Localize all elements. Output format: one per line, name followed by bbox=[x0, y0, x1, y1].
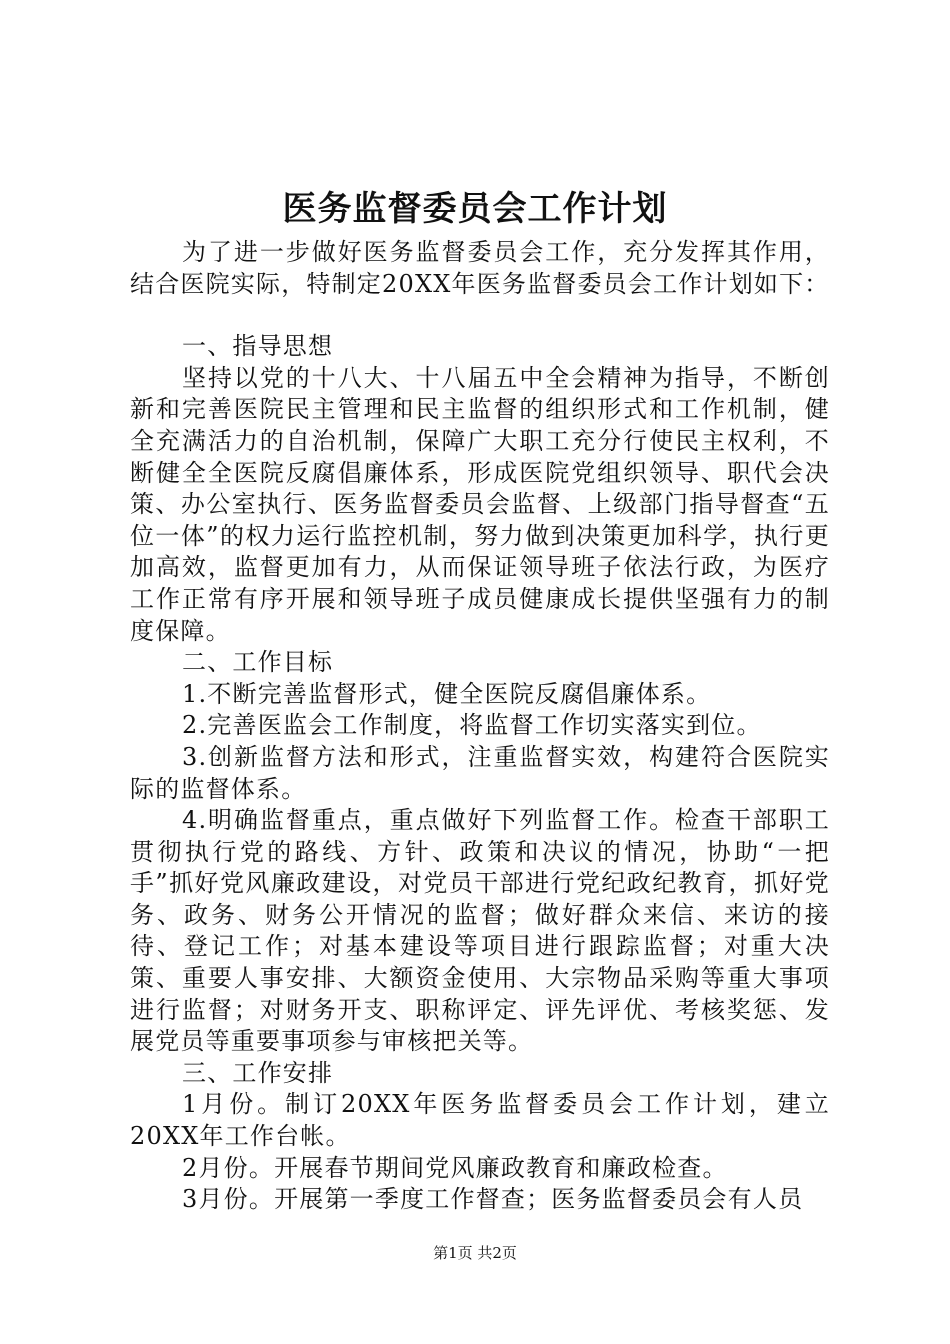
intro-paragraph: 为了进一步做好医务监督委员会工作，充分发挥其作用，结合医院实际，特制定20XX年医务监督委员会工作计划如下： bbox=[130, 238, 830, 298]
page-footer: 第1页 共2页 bbox=[433, 1244, 517, 1262]
arrangement-march: 3月份。开展第一季度工作督查；医务监督委员会有人员 bbox=[182, 1185, 804, 1214]
document-title: 医务监督委员会工作计划 bbox=[282, 189, 668, 229]
goal-item-2: 2.完善医监会工作制度，将监督工作切实落实到位。 bbox=[182, 711, 762, 740]
section-heading-work-arrangement: 三、工作安排 bbox=[182, 1058, 334, 1087]
document-body bbox=[130, 237, 830, 1216]
arrangement-january: 1月份。制订20XX年医务监督委员会工作计划，建立20XX年工作台帐。 bbox=[130, 1090, 830, 1151]
arrangement-february: 2月份。开展春节期间党风廉政教育和廉政检查。 bbox=[182, 1153, 728, 1182]
goal-item-4: 4.明确监督重点，重点做好下列监督工作。检查干部职工贯彻执行党的路线、方针、政策和决议的情况，协助“一把手”抓好党风廉政建设，对党员干部进行党纪政纪教育，抓好党务、政务、财务公开情况的监督；做好群众来信、来访的接待、登记工作；对基本建设等项目进行跟踪监督；对重大决策、重要人事安排、大额资金使用、大宗物品采购等重大事项进行监督；对财务开支、职称评定、评先评优、考核奖惩、发展党员等重要事项参与审核把关等。 bbox=[130, 806, 830, 1056]
section-heading-work-goals: 二、工作目标 bbox=[182, 648, 334, 677]
goal-item-1: 1.不断完善监督形式，健全医院反腐倡廉体系。 bbox=[182, 679, 712, 708]
guiding-thought-paragraph: 坚持以党的十八大、十八届五中全会精神为指导，不断创新和完善医院民主管理和民主监督的组织形式和工作机制，健全充满活力的自治机制，保障广大职工充分行使民主权利，不断健全全医院反腐倡廉体系，形成医院党组织领导、职代会决策、办公室执行、医务监督委员会监督、上级部门指导督查“五位一体”的权力运行监控机制，努力做到决策更加科学，执行更加高效，监督更加有力，从而保证领导班子依法行政，为医疗工作正常有序开展和领导班子成员健康成长提供坚强有力的制度保障。 bbox=[130, 363, 830, 645]
section-heading-guiding-thought: 一、指导思想 bbox=[182, 332, 334, 361]
goal-item-3: 3.创新监督方法和形式，注重监督实效，构建符合医院实际的监督体系。 bbox=[130, 742, 830, 803]
